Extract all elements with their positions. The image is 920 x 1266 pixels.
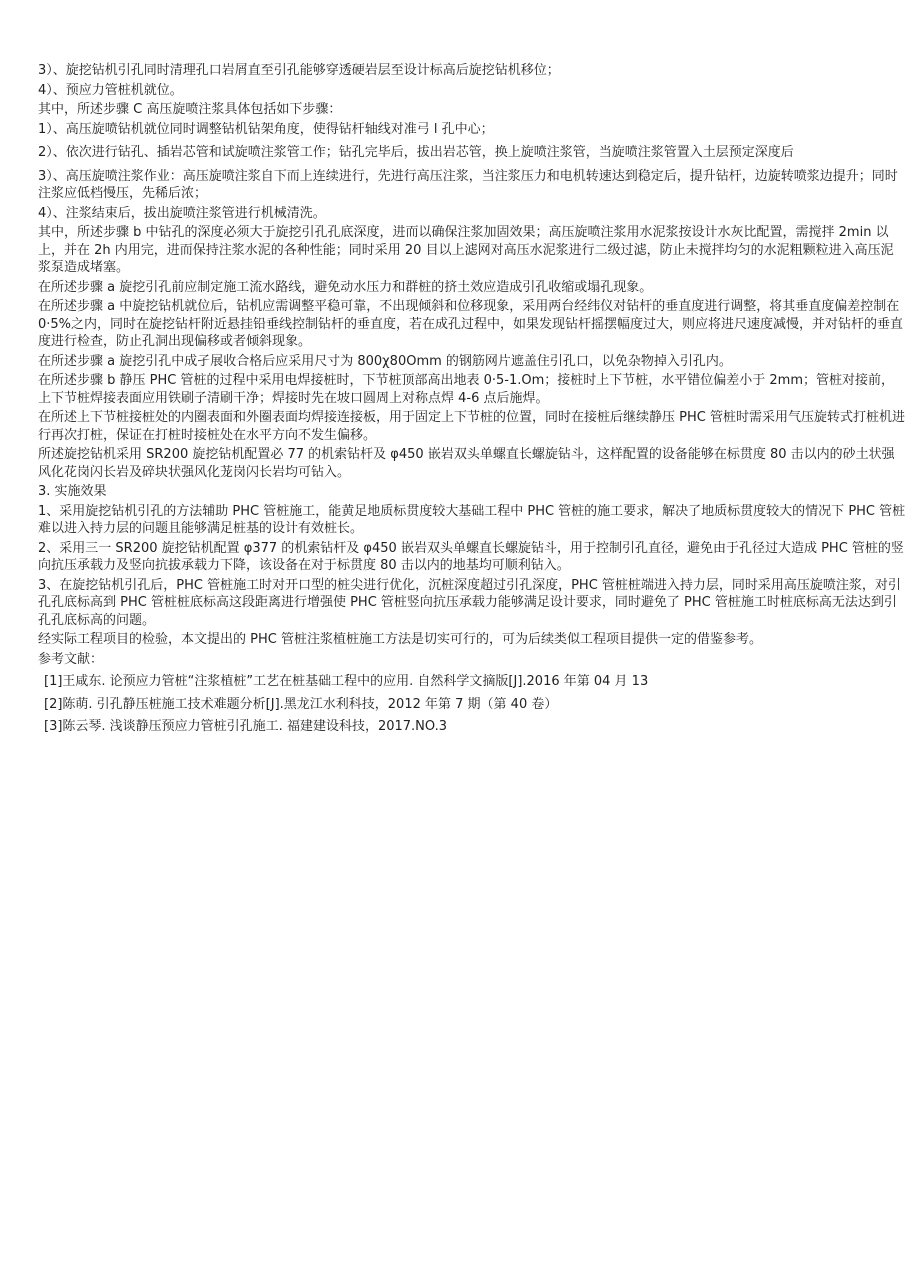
paragraph-c-step-4: 4）、注浆结束后，拔出旋喷注浆管进行机械清洗。 <box>38 205 326 221</box>
paragraph-drill-config: 所述旋挖钻机采用 SR200 旋挖钻机配置必 77 的机索钻杆及 φ450 嵌岩双头单螺直长螺旋钻斗，这样配置的设备能够在标贯度 80 击以内的砂土状强风化花岗闪长岩及碎块状强风化茏岗闪长岩均可钻入。 <box>38 447 895 480</box>
paragraph-step-a-mesh: 在所述步骤 a 旋挖引孔中成孑展收合格后应采用尺寸为 800χ80Omm 的钢筋网片遮盖住引孔口，以免杂物掉入引孔内。 <box>38 353 732 369</box>
paragraph-step-c-intro: 其中，所述步骤 C 高压旋喷注浆具体包括如下步骤： <box>38 102 342 117</box>
paragraph-step-b-welding: 在所述步骤 b 静压 PHC 管桩的过程中采用电焊接桩时，下节桩顶部高出地表 0·5-1.Om；接桩时上下节桩，水平错位偏差小于 2mm；管桩对接前，上下节桩焊接表面应用铁刷子清刷干净；焊接时先在坡口圆周上对称点焊 4-6 点后施焊。 <box>38 373 895 406</box>
section-heading-effects: 3. 实施效果 <box>38 484 107 499</box>
paragraph-effect-2: 2、采用三一 SR200 旋挖钻机配置 φ377 的机索钻杆及 φ450 嵌岩双头单螺直长螺旋钻斗，用于控制引孔直径，避免由于孔径过大造成 PHC 管桩的竖向抗压承载力及竖向抗拔承载力下降，该设备在对于标贯度 80 击以内的地基均可顺利钻入。 <box>38 540 904 573</box>
paragraph-step-4: 4）、预应力管桩机就位。 <box>38 82 183 98</box>
reference-item: [1]王咸东. 论预应力管桩“注浆植桩”工艺在桩基础工程中的应用. 自然科学文摘版[J].2016 年第 04 月 13 <box>44 674 649 689</box>
paragraph-conclusion: 经实际工程项目的检验，本文提出的 PHC 管桩注浆植桩施工方法是切实可行的，可为后续类似工程项目提供一定的借鉴参考。 <box>38 632 762 647</box>
paragraph-step-3: 3）、旋挖钻机引孔同时清理孔口岩屑直至引孔能够穿透硬岩层至设计标高后旋挖钻机移位； <box>38 63 560 78</box>
paragraph-effect-1: 1、采用旋挖钻机引孔的方法辅助 PHC 管桩施工，能黄足地质标贯度较大基础工程中 PHC 管桩的施工要求，解决了地质标贯度较大的情况下 PHC 管桩难以进入持力层的问题且能够满足桩基的设计有效桩长。 <box>38 503 906 536</box>
paragraph-step-a-alignment: 在所述步骤 a 中旋挖钻机就位后，钻机应需调整平稳可靠，不出现倾斜和位移现象，采用两台经纬仪对钻杆的垂直度进行调整，将其垂直度偏差控制在 0·5%之内，同时在旋挖钻杆附近悬挂铅垂线控制钻杆的垂直度，若在成孔过程中，如果发现钻杆摇摆幅度过大，则应将进尺速度减慢，并对钻杆的垂直度进行检查，防止孔洞出现偏移或者倾斜现象。 <box>38 299 904 349</box>
reference-item: [3]陈云琴. 浅谈静压预应力管桩引孔施工. 福建建设科技，2017.NO.3 <box>44 719 447 734</box>
paragraph-step-a-route: 在所述步骤 a 旋挖引孔前应制定施工流水路线，避免动水压力和群桩的挤土效应造成引孔收缩或塌孔现象。 <box>38 279 653 295</box>
reference-item: [2]陈萌. 引孔静压桩施工技术难题分析[J].黑龙江水利科技，2012 年第 7 期（第 40 卷） <box>44 696 558 712</box>
document-page <box>38 62 906 738</box>
paragraph-c-step-2: 2）、依次进行钻孔、插岩芯管和试旋喷注浆管工作；钻孔完毕后，拔出岩芯管，换上旋喷注浆管，当旋喷注浆管置入土层预定深度后 <box>38 145 794 160</box>
paragraph-joint-plates: 在所述上下节桩接桩处的内圈表面和外圈表面均焊接连接板，用于固定上下节桩的位置，同时在接桩后继续静压 PHC 管桩时需采用气压旋转式打桩机进行再次打桩，保证在打桩时接桩处在水平方向不发生偏移。 <box>38 410 905 443</box>
paragraph-step-b-depth: 其中，所述步骤 b 中钻孔的深度必须大于旋挖引孔孔底深度，进而以确保注浆加固效果；高压旋喷注浆用水泥浆按设计水灰比配置，需搅拌 2min 以上，并在 2h 内用完，进而保持注浆水泥的各种性能；同时采用 20 目以上滤网对高压水泥浆进行二级过滤，防止未搅拌均匀的水泥粗颗粒进入高压泥浆泵造成堵塞。 <box>38 225 894 275</box>
paragraph-effect-3: 3、在旋挖钻机引孔后，PHC 管桩施工时对开口型的桩尖进行优化，沉桩深度超过引孔深度，PHC 管桩桩端进入持力层，同时采用高压旋喷注浆，对引孔孔底标高到 PHC 管桩桩底标高这段距离进行增强使 PHC 管桩竖向抗压承载力能够满足设计要求，同时避免了 PHC 管桩施工时桩底标高无法达到引孔孔底标高的问题。 <box>38 577 901 628</box>
paragraph-c-step-1: 1）、高压旋喷钻机就位同时调整钻机钻架角度，使得钻杆轴线对准弓 l 孔中心； <box>38 121 494 137</box>
references-heading: 参考文献： <box>38 651 104 667</box>
paragraph-c-step-3: 3）、高压旋喷注浆作业：高压旋喷注浆自下而上连续进行，先进行高压注浆，当注浆压力和电机转速达到稳定后，提升钻杆，边旋转喷浆边提升；同时注浆应低档慢压，先稀后浓； <box>38 168 898 201</box>
